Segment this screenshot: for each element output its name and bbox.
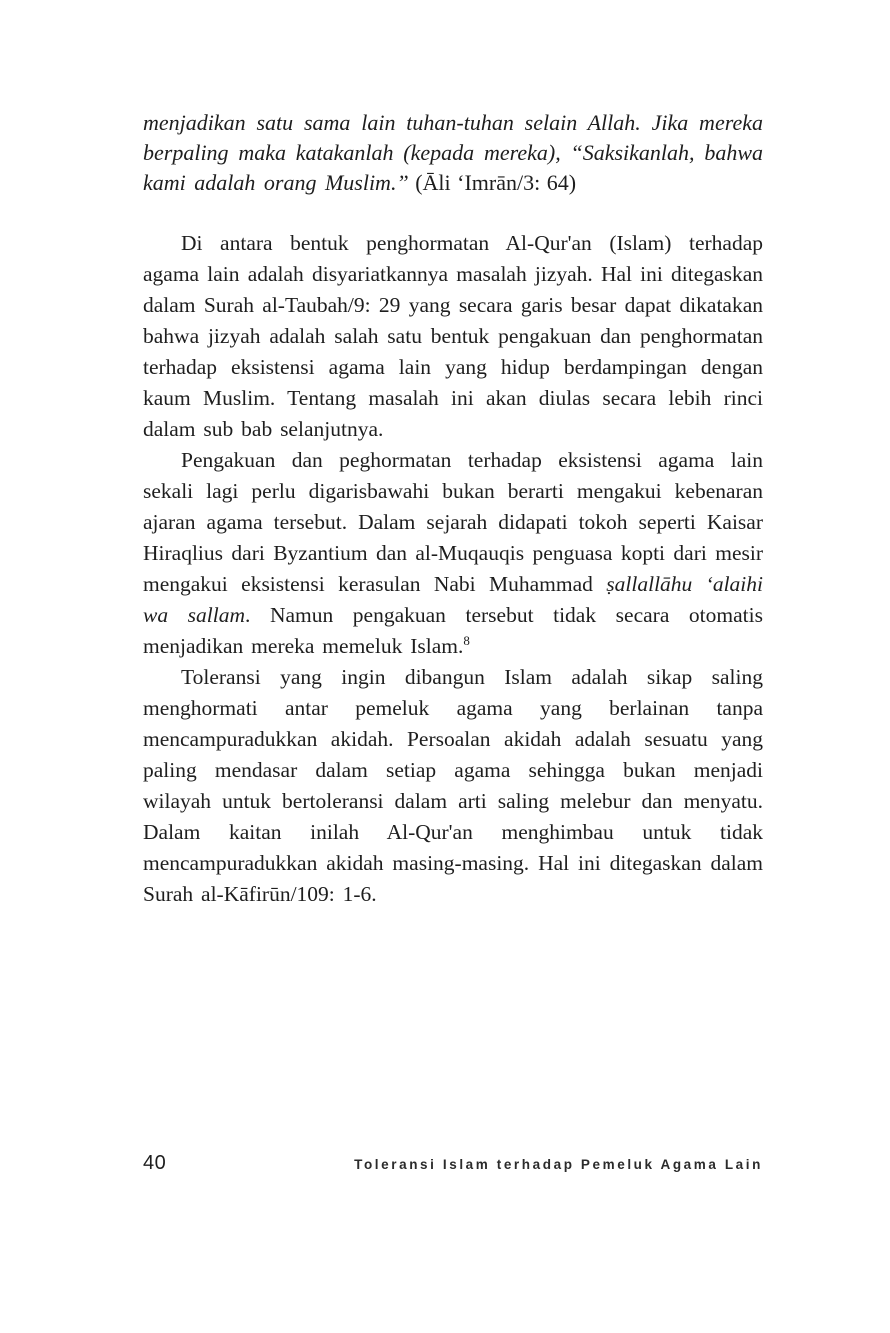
text-block: [143, 108, 763, 910]
paragraph-jizyah: Di antara bentuk penghormatan Al-Qur'an (Islam) terhadap agama lain adalah disyariatkannya masalah jizyah. Hal ini ditegaskan dalam Surah al-Taubah/9: 29 yang secara garis besar dapat dikatakan bahwa jizyah adalah salah satu bentuk pengakuan dan penghormatan terhadap eksistensi agama lain yang hidup berdampingan dengan kaum Muslim. Tentang masalah ini akan diulas secara lebih rinci dalam sub bab selanjutnya.: [143, 231, 763, 441]
quote-reference: (Āli ʻImrān/3: 64): [408, 170, 577, 195]
quote-italic-text: menjadikan satu sama lain tuhan-tuhan selain Allah. Jika mereka berpaling maka katakanlah (kepada mereka), “Saksikanlah, bahwa kami adalah orang Muslim.”: [143, 110, 763, 195]
paragraph-segment-before: Pengakuan dan peghormatan terhadap eksistensi agama lain sekali lagi perlu digarisbawahi bukan berarti mengakui kebenaran ajaran agama tersebut. Dalam sejarah didapati tokoh seperti Kaisar Hiraqlius dari Byzantium dan al-Muqauqis penguasa kopti dari mesir mengakui eksistensi kerasulan Nabi Muhammad: [143, 448, 763, 596]
page-number: 40: [143, 1152, 167, 1174]
paragraph-segment-after: . Namun pengakuan tersebut tidak secara otomatis menjadikan mereka memeluk Islam.: [143, 603, 763, 658]
paragraph-pengakuan-eksistensi: [143, 445, 763, 662]
footnote-marker-8: 8: [463, 632, 470, 648]
quran-quote: [143, 108, 763, 198]
running-title: Toleransi Islam terhadap Pemeluk Agama Lain: [354, 1157, 763, 1172]
page-footer: [143, 1152, 763, 1175]
paragraph-toleransi-akidah: Toleransi yang ingin dibangun Islam adalah sikap saling menghormati antar pemeluk agama yang berlainan tanpa mencampuradukkan akidah. Persoalan akidah adalah sesuatu yang paling mendasar dalam setiap agama sehingga bukan menjadi wilayah untuk bertoleransi dalam arti saling melebur dan menyatu. Dalam kaitan inilah Al-Qur'an menghimbau untuk tidak mencampuradukkan akidah masing-masing. Hal ini ditegaskan dalam Surah al-Kāfirūn/109: 1-6.: [143, 665, 763, 906]
arabic-transliteration: ṣallallāhu ʻalaihi wa sallam: [143, 572, 764, 627]
